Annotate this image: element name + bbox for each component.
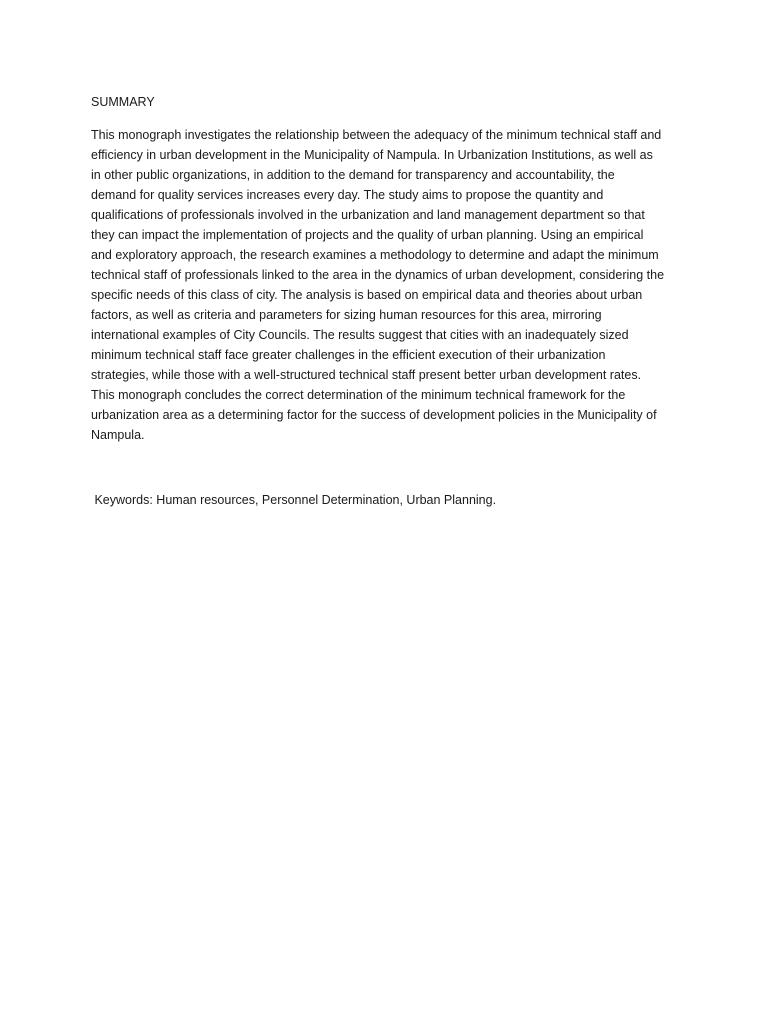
summary-line: This monograph concludes the correct determination of the minimum technical framework for the	[91, 388, 626, 402]
summary-line: international examples of City Councils. The results suggest that cities with an inadequately sized	[91, 328, 629, 342]
summary-line: urbanization area as a determining factor for the success of development policies in the Municipality of	[91, 408, 657, 422]
summary-line: and exploratory approach, the research examines a methodology to determine and adapt the minimum	[91, 248, 659, 262]
summary-line: demand for quality services increases every day. The study aims to propose the quantity and	[91, 188, 604, 202]
summary-paragraph	[91, 125, 687, 445]
summary-line: specific needs of this class of city. The analysis is based on empirical data and theories about urban	[91, 288, 643, 302]
keywords-line: Keywords: Human resources, Personnel Determination, Urban Planning.	[91, 493, 497, 507]
summary-line: qualifications of professionals involved in the urbanization and land management department so that	[91, 208, 645, 222]
summary-line: minimum technical staff face greater challenges in the efficient execution of their urbanization	[91, 348, 606, 362]
summary-line: efficiency in urban development in the Municipality of Nampula. In Urbanization Institutions, as well as	[91, 148, 653, 162]
summary-line: technical staff of professionals linked to the area in the dynamics of urban development, considering the	[91, 268, 665, 282]
summary-line: This monograph investigates the relationship between the adequacy of the minimum technical staff and	[91, 128, 662, 142]
summary-line: in other public organizations, in addition to the demand for transparency and accountability, the	[91, 168, 615, 182]
summary-heading: SUMMARY	[91, 95, 155, 109]
summary-line: they can impact the implementation of projects and the quality of urban planning. Using an empirical	[91, 228, 644, 242]
summary-section	[91, 93, 687, 445]
summary-line: strategies, while those with a well-structured technical staff present better urban development rates.	[91, 368, 642, 382]
summary-line: Nampula.	[91, 428, 145, 442]
summary-line: factors, as well as criteria and parameters for sizing human resources for this area, mirroring	[91, 308, 602, 322]
